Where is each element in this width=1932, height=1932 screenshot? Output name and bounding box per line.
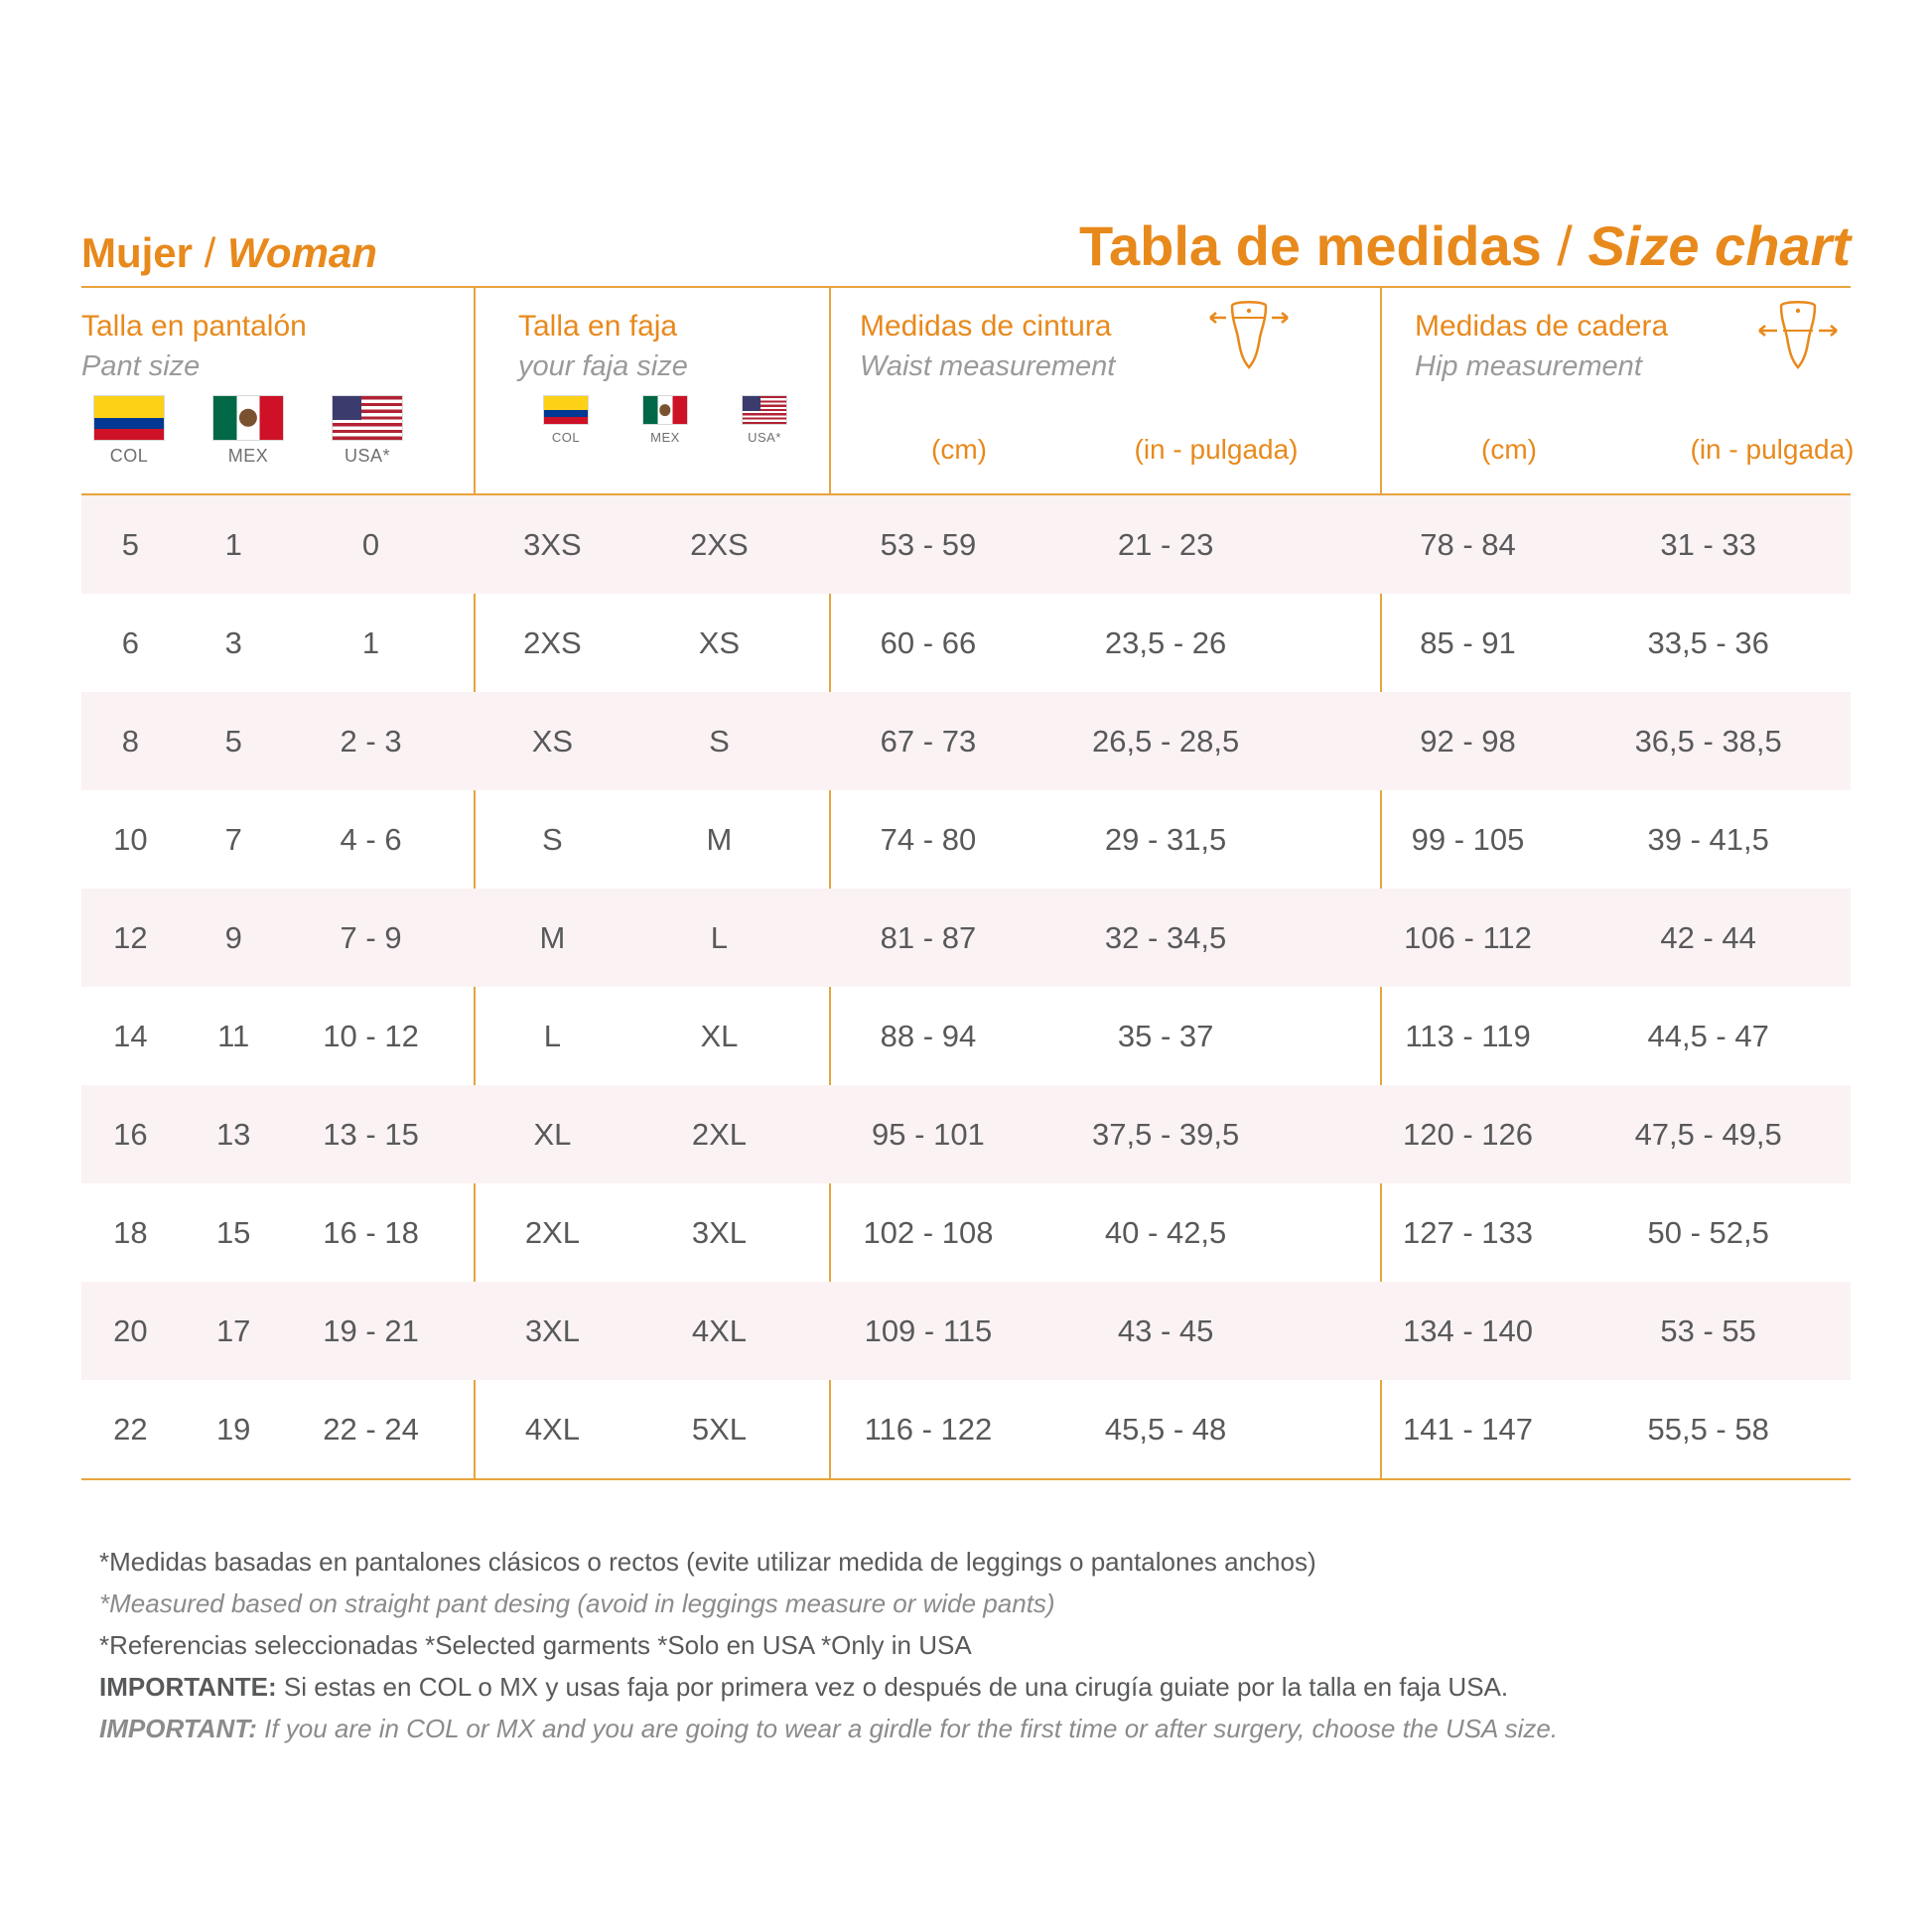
hip-unit-in: (in - pulgada)	[1690, 434, 1855, 465]
cell-faja-col: XS	[531, 723, 574, 759]
cell-waist-cm: 67 - 73	[880, 723, 977, 759]
cell-faja-usa: 2XL	[691, 1116, 747, 1152]
table-bottom-rule	[81, 1478, 1851, 1480]
cell-pant-mex: 15	[215, 1214, 251, 1250]
cell-pant-usa: 7 - 9	[340, 919, 402, 955]
cell-hip-cm: 92 - 98	[1420, 723, 1516, 759]
cell-pant-usa: 0	[361, 526, 380, 562]
cell-faja-col: 2XL	[524, 1214, 580, 1250]
cell-waist-cm: 88 - 94	[880, 1018, 977, 1053]
cell-waist-cm: 81 - 87	[880, 919, 977, 955]
footnote-1: *Medidas basadas en pantalones clásicos o rectos (evite utilizar medida de leggings o pantalones anchos)	[99, 1547, 1316, 1577]
cell-pant-col: 12	[113, 919, 148, 955]
column-header-pant-size-en: Pant size	[81, 350, 201, 382]
usa-flag-icon	[332, 395, 403, 441]
footnote-2: *Measured based on straight pant desing (avoid in leggings measure or wide pants)	[99, 1588, 1055, 1618]
cell-faja-usa: 2XS	[690, 526, 749, 562]
cell-faja-col: 3XL	[524, 1312, 580, 1348]
cell-hip-cm: 106 - 112	[1404, 919, 1532, 955]
column-header-pant-size-es: Talla en pantalón	[81, 310, 307, 343]
cell-hip-cm: 134 - 140	[1403, 1312, 1534, 1348]
cell-pant-usa: 16 - 18	[323, 1214, 419, 1250]
column-header-faja-size-es: Talla en faja	[518, 310, 678, 343]
waist-measure-icon	[1206, 298, 1292, 380]
cell-pant-mex: 17	[215, 1312, 251, 1348]
mexico-flag-icon	[212, 395, 284, 441]
hip-unit-cm: (cm)	[1481, 434, 1537, 465]
cell-faja-col: 4XL	[524, 1411, 580, 1447]
column-header-faja-size	[518, 310, 688, 383]
cell-hip-in: 44,5 - 47	[1647, 1018, 1769, 1053]
column-header-hip	[1415, 310, 1668, 383]
cell-waist-in: 32 - 34,5	[1104, 919, 1227, 955]
cell-pant-col: 6	[121, 624, 140, 660]
cell-faja-col: M	[539, 919, 566, 955]
cell-waist-cm: 95 - 101	[872, 1116, 985, 1152]
footnote-important-es-text: Si estas en COL o MX y usas faja por primera vez o después de una cirugía guiate por la talla en faja USA.	[276, 1672, 1509, 1702]
footnote-important-en-text: If you are in COL or MX and you are going to wear a girdle for the first time or after surgery, choose the USA size.	[256, 1714, 1559, 1743]
cell-pant-mex: 1	[224, 526, 242, 562]
cell-waist-cm: 74 - 80	[880, 821, 977, 857]
cell-waist-in: 26,5 - 28,5	[1092, 723, 1240, 759]
page-header	[81, 195, 1851, 277]
footnote-3: *Referencias seleccionadas *Selected garments *Solo en USA *Only in USA	[99, 1630, 972, 1660]
hip-measure-icon	[1755, 298, 1841, 380]
cell-waist-in: 40 - 42,5	[1104, 1214, 1227, 1250]
cell-pant-col: 16	[113, 1116, 148, 1152]
footnote-important-en	[99, 1708, 1847, 1749]
gender-title-en: Woman	[227, 229, 377, 276]
column-header-hip-es: Medidas de cadera	[1415, 310, 1669, 343]
mexico-flag-icon	[642, 395, 688, 425]
cell-hip-in: 31 - 33	[1660, 526, 1756, 562]
cell-hip-in: 53 - 55	[1660, 1312, 1756, 1348]
cell-pant-mex: 3	[224, 624, 242, 660]
pant-flag-cell-usa	[308, 395, 427, 467]
faja-flag-cell-col	[516, 395, 616, 445]
cell-waist-cm: 109 - 115	[864, 1312, 993, 1348]
cell-hip-in: 39 - 41,5	[1647, 821, 1769, 857]
gender-title-es: Mujer	[81, 229, 194, 276]
cell-pant-col: 14	[113, 1018, 148, 1053]
table-row	[81, 987, 1851, 1085]
cell-faja-usa: M	[706, 821, 733, 857]
cell-faja-col: 2XS	[523, 624, 582, 660]
column-header-waist	[860, 310, 1115, 383]
pant-flag-label-usa: USA*	[344, 446, 390, 466]
cell-hip-in: 55,5 - 58	[1647, 1411, 1769, 1447]
cell-pant-col: 5	[121, 526, 140, 562]
table-row	[81, 790, 1851, 889]
cell-waist-in: 29 - 31,5	[1104, 821, 1227, 857]
waist-unit-in: (in - pulgada)	[1134, 434, 1299, 465]
gender-title	[81, 229, 377, 276]
cell-pant-mex: 7	[224, 821, 242, 857]
cell-waist-cm: 53 - 59	[880, 526, 977, 562]
pant-flag-cell-mex	[189, 395, 308, 467]
size-table-body	[81, 495, 1851, 1478]
waist-unit-cm: (cm)	[931, 434, 987, 465]
column-header-waist-en: Waist measurement	[860, 350, 1116, 382]
cell-pant-usa: 1	[361, 624, 380, 660]
table-row	[81, 1085, 1851, 1183]
cell-waist-cm: 102 - 108	[863, 1214, 994, 1250]
cell-waist-in: 45,5 - 48	[1104, 1411, 1227, 1447]
cell-faja-usa: 5XL	[691, 1411, 747, 1447]
cell-pant-usa: 19 - 21	[323, 1312, 419, 1348]
cell-waist-in: 21 - 23	[1117, 526, 1214, 562]
cell-pant-col: 20	[113, 1312, 148, 1348]
cell-faja-col: 3XS	[523, 526, 582, 562]
faja-flag-cell-usa	[715, 395, 814, 445]
colombia-flag-icon	[93, 395, 165, 441]
cell-pant-mex: 13	[215, 1116, 251, 1152]
cell-faja-usa: 3XL	[691, 1214, 747, 1250]
cell-pant-usa: 2 - 3	[340, 723, 402, 759]
cell-hip-in: 50 - 52,5	[1647, 1214, 1769, 1250]
cell-faja-usa: L	[710, 919, 729, 955]
table-row	[81, 1183, 1851, 1282]
faja-flag-label-usa: USA*	[748, 430, 781, 445]
cell-pant-usa: 4 - 6	[340, 821, 402, 857]
table-row	[81, 889, 1851, 987]
faja-size-flag-row	[516, 395, 814, 445]
pant-flag-label-mex: MEX	[227, 446, 269, 466]
footnotes	[99, 1541, 1847, 1749]
cell-hip-in: 42 - 44	[1660, 919, 1756, 955]
table-top-rule	[81, 286, 1851, 288]
faja-flag-label-col: COL	[551, 430, 581, 445]
table-row	[81, 1282, 1851, 1380]
cell-faja-col: L	[543, 1018, 562, 1053]
cell-pant-col: 18	[113, 1214, 148, 1250]
table-row	[81, 692, 1851, 790]
pant-flag-cell-col	[69, 395, 189, 467]
cell-pant-usa: 13 - 15	[323, 1116, 419, 1152]
column-header-waist-es: Medidas de cintura	[860, 310, 1112, 343]
column-header-faja-size-en: your faja size	[518, 350, 688, 382]
faja-flag-label-mex: MEX	[650, 430, 680, 445]
cell-pant-usa: 22 - 24	[323, 1411, 419, 1447]
page-title-separator: /	[1541, 214, 1588, 277]
cell-faja-usa: XS	[698, 624, 741, 660]
cell-waist-in: 43 - 45	[1117, 1312, 1214, 1348]
cell-faja-usa: XL	[700, 1018, 739, 1053]
cell-waist-cm: 60 - 66	[880, 624, 977, 660]
table-row	[81, 495, 1851, 594]
cell-pant-mex: 9	[224, 919, 242, 955]
cell-hip-in: 36,5 - 38,5	[1634, 723, 1782, 759]
cell-pant-mex: 5	[224, 723, 242, 759]
cell-hip-cm: 113 - 119	[1405, 1018, 1531, 1053]
pant-size-flag-row	[69, 395, 427, 467]
cell-hip-in: 33,5 - 36	[1647, 624, 1769, 660]
cell-faja-usa: 4XL	[691, 1312, 747, 1348]
usa-flag-icon	[742, 395, 787, 425]
cell-faja-usa: S	[709, 723, 730, 759]
cell-hip-cm: 127 - 133	[1403, 1214, 1534, 1250]
cell-waist-in: 23,5 - 26	[1104, 624, 1227, 660]
faja-flag-cell-mex	[616, 395, 715, 445]
cell-hip-cm: 120 - 126	[1403, 1116, 1534, 1152]
column-header-pant-size	[81, 310, 307, 383]
cell-pant-mex: 19	[215, 1411, 251, 1447]
cell-waist-in: 37,5 - 39,5	[1092, 1116, 1240, 1152]
table-row	[81, 1380, 1851, 1478]
page-title-en: Size chart	[1587, 214, 1851, 277]
page-title	[1078, 214, 1851, 277]
cell-waist-in: 35 - 37	[1117, 1018, 1214, 1053]
cell-hip-cm: 99 - 105	[1411, 821, 1525, 857]
table-row	[81, 594, 1851, 692]
footnote-important-en-label: IMPORTANT:	[99, 1714, 257, 1743]
footnote-important-es	[99, 1666, 1847, 1708]
cell-pant-mex: 11	[217, 1018, 250, 1053]
cell-faja-col: S	[542, 821, 563, 857]
cell-pant-col: 10	[113, 821, 148, 857]
cell-faja-col: XL	[533, 1116, 572, 1152]
cell-waist-cm: 116 - 122	[864, 1411, 993, 1447]
column-header-hip-en: Hip measurement	[1415, 350, 1642, 382]
cell-hip-cm: 141 - 147	[1403, 1411, 1534, 1447]
cell-pant-col: 22	[113, 1411, 148, 1447]
cell-hip-cm: 85 - 91	[1420, 624, 1516, 660]
cell-hip-cm: 78 - 84	[1420, 526, 1516, 562]
footnote-important-es-label: IMPORTANTE:	[99, 1672, 277, 1702]
gender-title-separator: /	[193, 229, 228, 276]
pant-flag-label-col: COL	[109, 446, 149, 466]
page-title-es: Tabla de medidas	[1078, 214, 1542, 277]
cell-pant-col: 8	[121, 723, 140, 759]
cell-hip-in: 47,5 - 49,5	[1634, 1116, 1782, 1152]
colombia-flag-icon	[543, 395, 589, 425]
cell-pant-usa: 10 - 12	[323, 1018, 419, 1053]
